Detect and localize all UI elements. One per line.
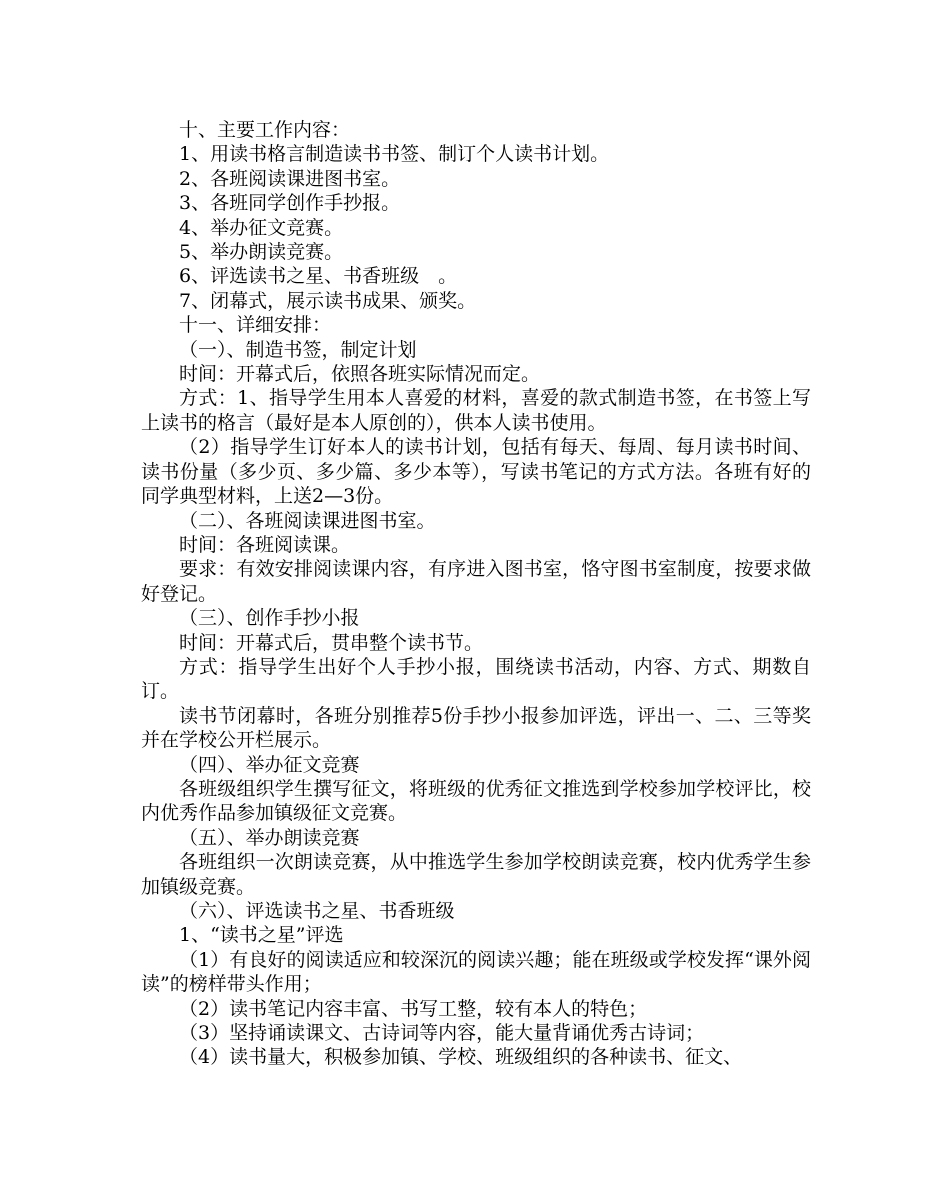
section-1-heading: （一）、制造书签，制定计划 [179, 338, 417, 361]
section-3-selection: 读书节闭幕时，各班分别推荐5份手抄小报参加评选，评出一、二、三等奖并在学校公开栏展示。 [141, 704, 811, 752]
section-2-requirement: 要求：有效安排阅读课内容，有序进入图书室，恪守图书室制度，按要求做好登记。 [141, 558, 811, 605]
document-body [141, 118, 811, 1070]
section-1-method: 方式：1、指导学生用本人喜爱的材料，喜爱的款式制造书签，在书签上写上读书的格言（最好是本人原创的），供本人读书使用。 [141, 387, 811, 434]
section-1-time: 时间：开幕式后，依照各班实际情况而定。 [179, 363, 541, 386]
section-4-body: 各班级组织学生撰写征文，将班级的优秀征文推选到学校参加学校评比，校内优秀作品参加镇级征文竞赛。 [141, 777, 811, 825]
work-item-2: 2、各班阅读课进图书室。 [179, 167, 401, 190]
section-6-heading: （六）、评选读书之星、书香班级 [179, 900, 455, 922]
section-4-heading: （四）、举办征文竞赛 [179, 753, 360, 776]
section-2-time: 时间：各班阅读课。 [179, 533, 351, 556]
work-item-6: 6、评选读书之星、书香班级 。 [179, 265, 458, 288]
work-item-5: 5、举办朗读竞赛。 [179, 241, 344, 264]
reading-star-criterion-2: （2）读书笔记内容丰富、书写工整，较有本人的特色； [179, 997, 648, 1020]
heading-main-work: 十、主要工作内容： [179, 119, 351, 141]
section-1-method-2: （2）指导学生订好本人的读书计划，包括有每天、每周、每月读书时间、读书份量（多少页、多少篇、多少本等），写读书笔记的方式方法。各班有好的同学典型材料，上送2—3份。 [141, 436, 811, 508]
heading-detailed-arrangement: 十一、详细安排： [179, 314, 332, 337]
section-5-heading: （五）、举办朗读竞赛 [179, 826, 360, 849]
reading-star-criterion-4: （4）读书量大，积极参加镇、学校、班级组织的各种读书、征文、 [179, 1046, 743, 1069]
section-2-heading: （二）、各班阅读课进图书室。 [179, 509, 436, 532]
work-item-4: 4、举办征文竞赛。 [179, 216, 344, 239]
work-item-3: 3、各班同学创作手抄报。 [179, 192, 401, 215]
reading-star-heading: 1、“读书之星”评选 [179, 924, 344, 947]
section-3-heading: （三）、创作手抄小报 [179, 607, 360, 630]
reading-star-criterion-1: （1）有良好的阅读适应和较深沉的阅读兴趣；能在班级或学校发挥“课外阅读”的榜样带头作用； [141, 948, 811, 996]
work-item-7: 7、闭幕式，展示读书成果、颁奖。 [179, 289, 477, 312]
section-5-body: 各班组织一次朗读竞赛，从中推选学生参加学校朗读竞赛，校内优秀学生参加镇级竞赛。 [141, 851, 811, 898]
section-3-time: 时间：开幕式后，贯串整个读书节。 [179, 631, 484, 654]
reading-star-criterion-3: （3）坚持诵读课文、古诗词等内容，能大量背诵优秀古诗词； [179, 1022, 705, 1045]
section-3-method: 方式：指导学生出好个人手抄小报，围绕读书活动，内容、方式、期数自订。 [141, 655, 811, 703]
work-item-1: 1、用读书格言制造读书书签、制订个人读书计划。 [179, 143, 610, 166]
